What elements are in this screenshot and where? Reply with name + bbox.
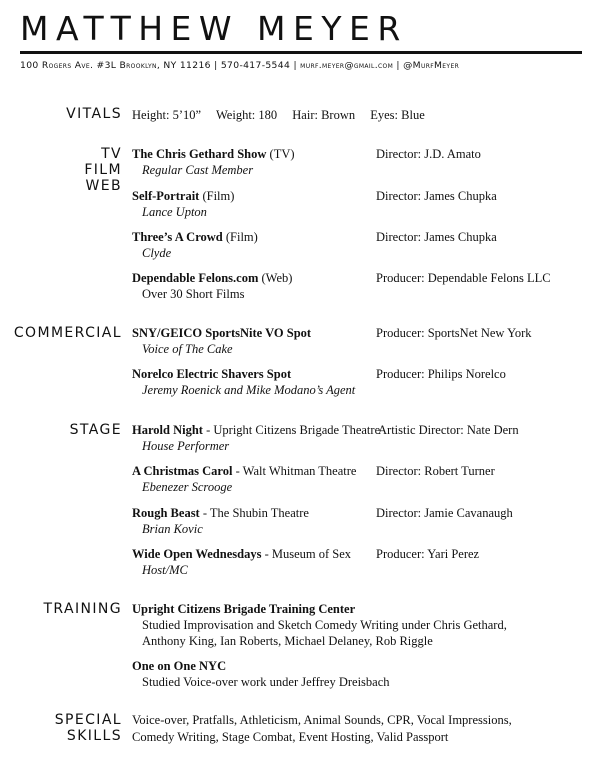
production-title: Norelco Electric Shavers Spot [132, 367, 292, 381]
contact-email: murf.meyer@gmail.com [300, 60, 394, 71]
credit-director: Director: James Chupka [376, 189, 497, 203]
production-title: The Chris Gethard Show (TV) [132, 147, 295, 161]
skills-list: Voice-over, Pratfalls, Athleticism, Animal Sounds, CPR, Vocal Impressions, Comedy Writing, Stage Combat, Event Hosting, Valid Passport [132, 713, 512, 744]
vitals-height: Height: 5’10” [132, 108, 202, 122]
section-label-stage: STAGE [69, 422, 122, 438]
section-label-special-skills [55, 712, 122, 744]
role-name: Jeremy Roenick and Mike Modano’s Agent [142, 383, 356, 397]
role-name: House Performer [142, 439, 230, 453]
section-label-line: FILM [84, 162, 122, 178]
section-label-training: TRAINING [43, 601, 122, 617]
contact-separator: | [293, 60, 297, 71]
credit-director: Director: Robert Turner [376, 464, 495, 478]
contact-phone: 570-417-5544 [220, 60, 291, 71]
role-name: Voice of The Cake [142, 342, 233, 356]
vitals-weight: Weight: 180 [216, 108, 278, 122]
training-school: One on One NYC [132, 659, 227, 673]
training-entry [132, 601, 532, 649]
contact-separator: | [214, 60, 218, 71]
credit-director: Artistic Director: Nate Dern [378, 423, 519, 437]
credit-entry [132, 366, 582, 398]
credit-entry [132, 325, 582, 357]
resume-name: MATTHEW MEYER [20, 9, 408, 48]
credit-entry [132, 229, 582, 261]
production-title: Self-Portrait (Film) [132, 189, 235, 203]
production-title: Dependable Felons.com (Web) [132, 271, 293, 285]
vitals-hair: Hair: Brown [292, 108, 356, 122]
credit-entry [132, 270, 582, 302]
credit-entry [132, 188, 582, 220]
section-label-line: TV [101, 146, 122, 162]
section-label-line: SKILLS [66, 728, 122, 744]
section-label-line: SPECIAL [54, 712, 122, 728]
production-title: Three’s A Crowd (Film) [132, 230, 258, 244]
role-name: Clyde [142, 246, 172, 260]
credit-producer: Producer: Philips Norelco [376, 367, 506, 381]
role-name: Host/MC [142, 563, 188, 577]
vitals-eyes: Eyes: Blue [370, 108, 425, 122]
training-entry [132, 658, 532, 690]
role-name: Brian Kovic [142, 522, 203, 536]
vitals-line [132, 107, 437, 123]
contact-handle: @MurfMeyer [403, 60, 460, 71]
production-title: A Christmas Carol - Walt Whitman Theatre [132, 464, 357, 478]
credit-entry [132, 146, 582, 178]
contact-address: 100 Rogers Ave. #3L Brooklyn, NY 11216 [20, 60, 211, 71]
role-name: Over 30 Short Films [142, 287, 245, 301]
training-description: Studied Voice-over work under Jeffrey Dreisbach [142, 675, 390, 689]
credit-producer: Producer: Dependable Felons LLC [376, 271, 551, 285]
role-name: Lance Upton [142, 205, 207, 219]
credit-director: Director: J.D. Amato [376, 147, 481, 161]
credit-director: Director: James Chupka [376, 230, 497, 244]
production-title: Wide Open Wednesdays - Museum of Sex [132, 547, 352, 561]
role-name: Regular Cast Member [142, 163, 254, 177]
role-name: Ebenezer Scrooge [142, 480, 233, 494]
credit-director: Director: Jamie Cavanaugh [376, 506, 513, 520]
production-title: Rough Beast - The Shubin Theatre [132, 506, 309, 520]
section-label-line: WEB [85, 178, 122, 194]
contact-line [20, 59, 582, 73]
section-label-tv-film-web [84, 146, 122, 194]
credit-entry [132, 505, 582, 537]
production-title: SNY/GEICO SportsNite VO Spot [132, 326, 312, 340]
credit-entry [132, 546, 582, 578]
contact-separator: | [396, 60, 400, 71]
credit-producer: Producer: Yari Perez [376, 547, 480, 561]
header-rule [20, 51, 582, 54]
credit-entry [132, 463, 582, 495]
training-school: Upright Citizens Brigade Training Center [132, 602, 356, 616]
credit-entry [132, 422, 582, 454]
production-title: Harold Night - Upright Citizens Brigade Theatre [132, 423, 381, 437]
training-description: Studied Improvisation and Sketch Comedy Writing under Chris Gethard, Anthony King, Ian Roberts, Michael Delaney, Rob Riggle [142, 618, 507, 648]
section-label-commercial: COMMERCIAL [13, 325, 122, 341]
credit-producer: Producer: SportsNet New York [376, 326, 532, 340]
section-label-vitals: VITALS [66, 106, 122, 122]
